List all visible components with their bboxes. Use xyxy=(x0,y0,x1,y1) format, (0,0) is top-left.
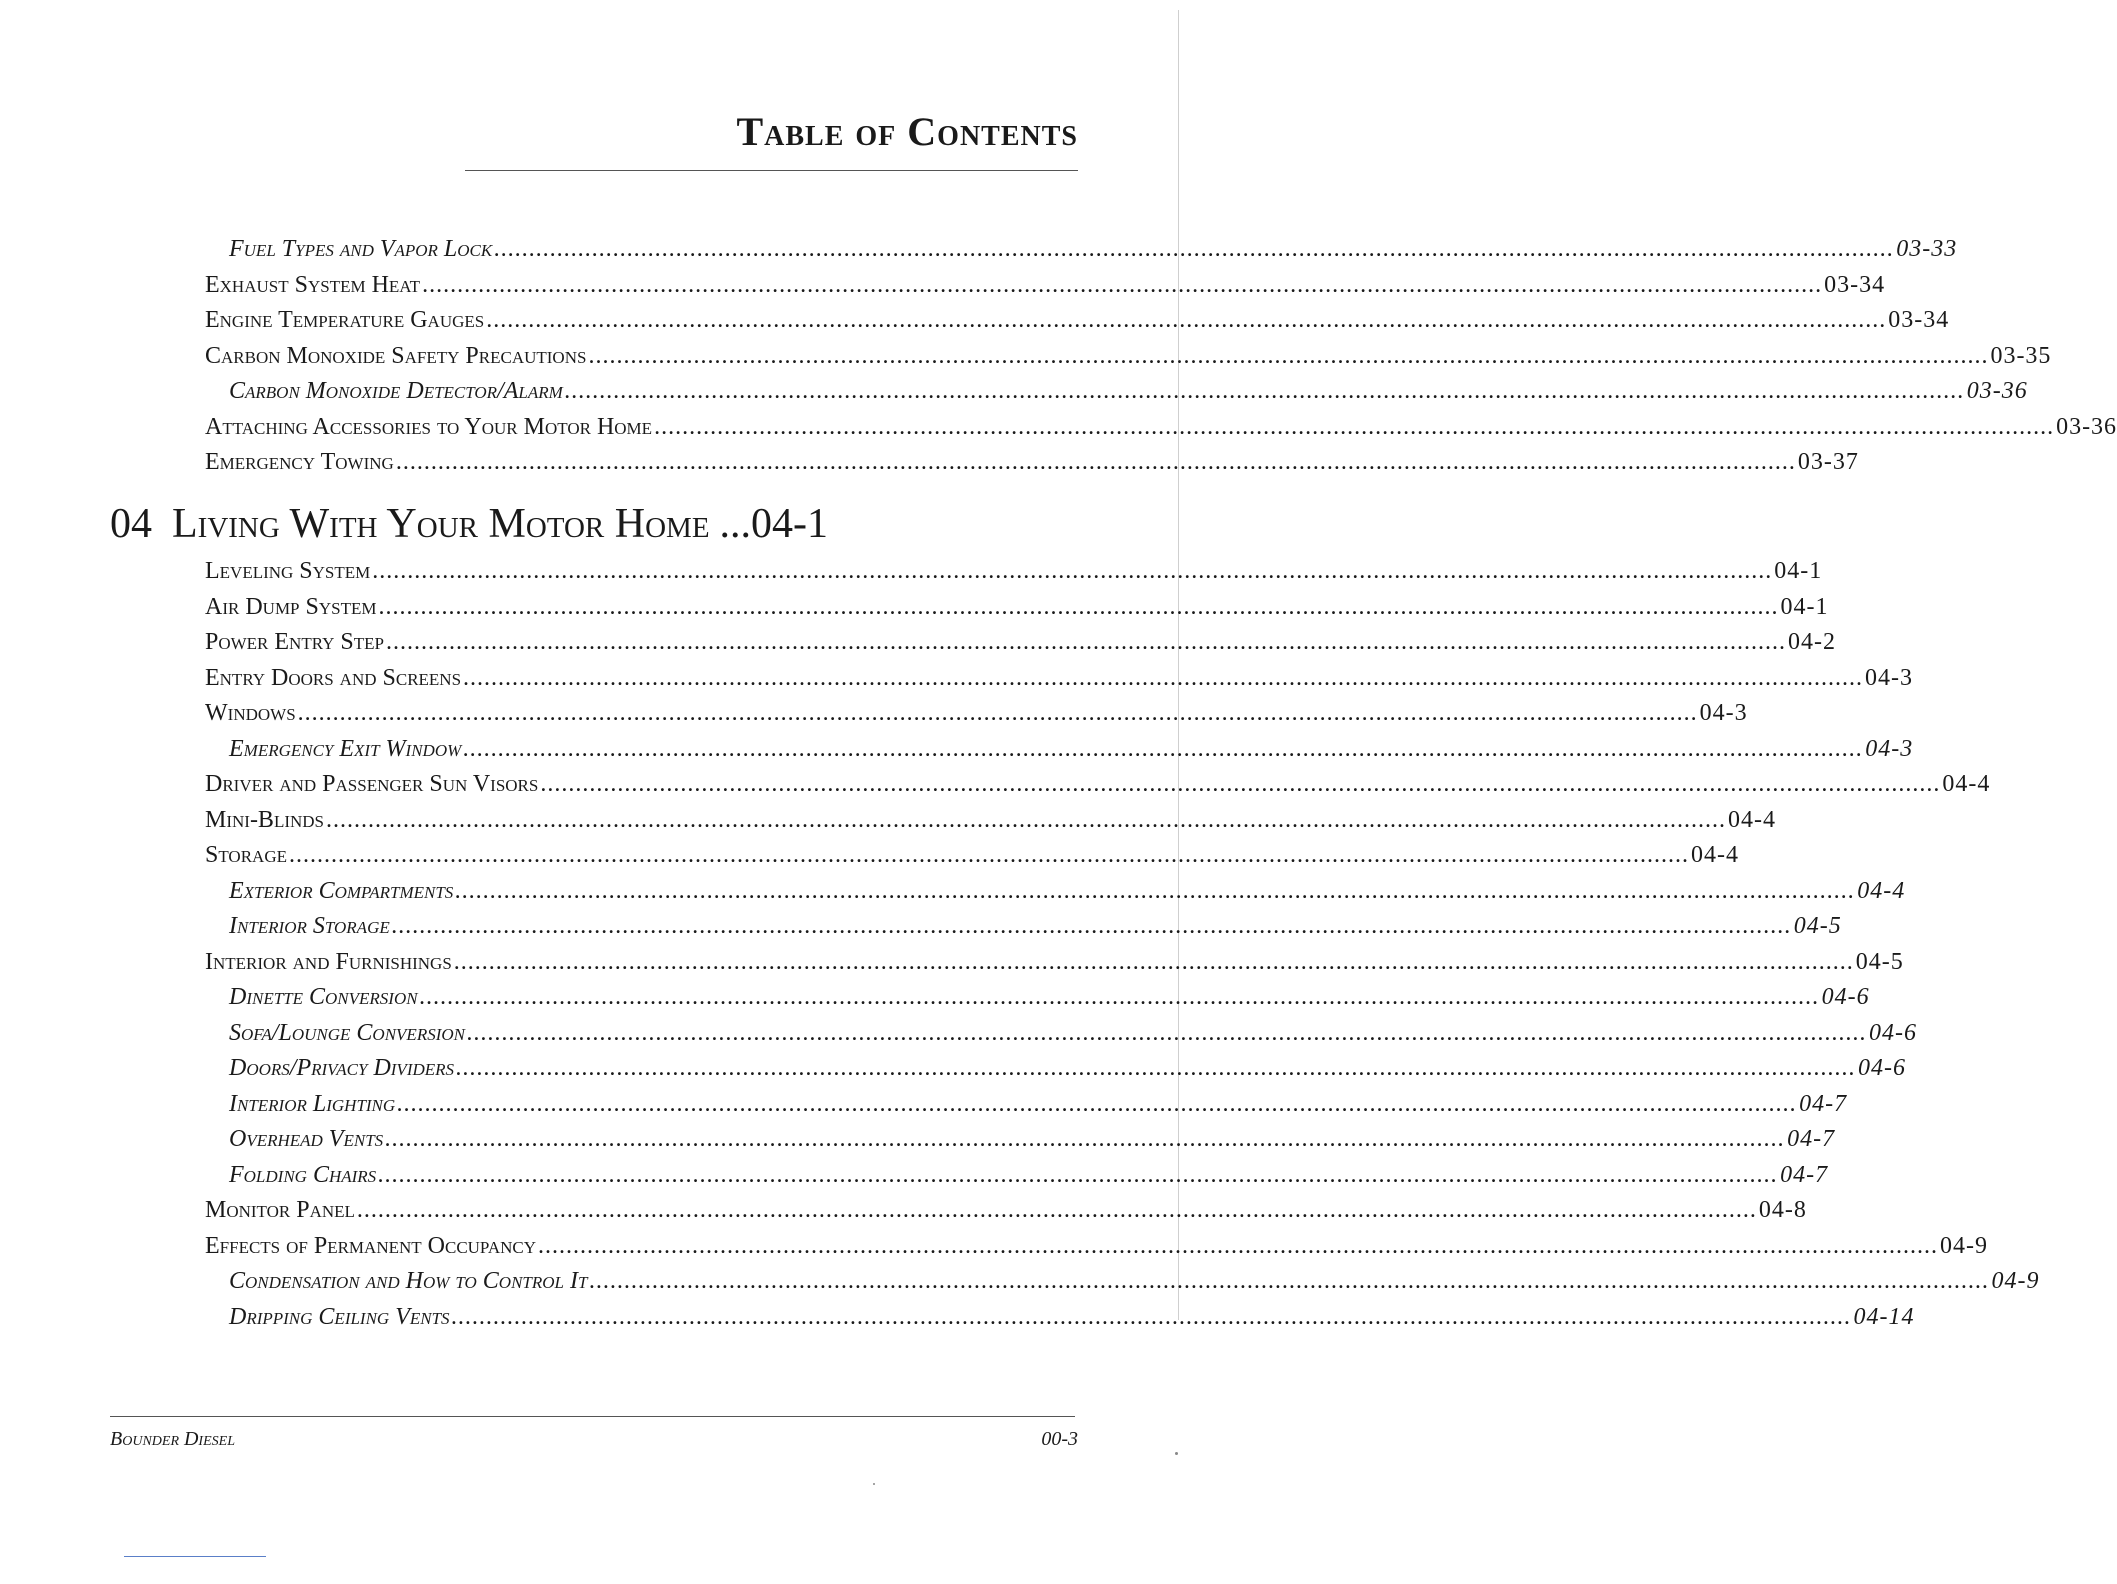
dot-leader: ........................................................................................................................................................................................................ xyxy=(297,700,1698,726)
toc-entry-page: 04-14 xyxy=(1853,1303,1915,1330)
toc-entry-label: Doors/Privacy Dividers xyxy=(229,1055,455,1081)
dot-leader: ........................................................................................................................................................................................................ xyxy=(422,271,1823,298)
toc-entry-label: Effects of Permanent Occupancy xyxy=(205,1232,536,1259)
bottom-link-underline xyxy=(124,1556,266,1557)
dot-leader: ........................................................................................................................................................................................................ xyxy=(654,413,2055,440)
toc-entry-page: 04-1 xyxy=(1780,593,1829,620)
dot-leader: ........................................................................................................................................................................................................ xyxy=(455,877,1856,904)
toc-entry-page: 04-3 xyxy=(1699,700,1748,726)
toc-entry-page: 04-3 xyxy=(1865,664,1914,691)
toc-entry-label: Carbon Monoxide Safety Precautions xyxy=(205,342,587,369)
toc-entry-page: 04-3 xyxy=(1865,735,1914,762)
toc-entry[interactable] xyxy=(205,874,1906,910)
dot-leader: ........................................................................................................................................................................................................ xyxy=(466,1019,1867,1046)
toc-entry-label: Emergency Towing xyxy=(205,449,394,475)
footer-rule xyxy=(110,1416,1075,1417)
toc-entry-label: Power Entry Step xyxy=(205,629,384,655)
toc-entry-label: Dripping Ceiling Vents xyxy=(229,1303,450,1330)
footer-manual-title: Bounder Diesel xyxy=(110,1428,235,1450)
toc-entry-page: 04-4 xyxy=(1857,877,1906,904)
dot-leader: ........................................................................................................................................................................................................ xyxy=(385,629,1786,655)
dot-leader: ........................................................................................................................................................................................................ xyxy=(540,771,1941,797)
toc-entry[interactable] xyxy=(205,1300,1915,1336)
toc-list-part2 xyxy=(205,554,2040,1335)
toc-entry-page: 04-8 xyxy=(1758,1197,1807,1223)
section-page-number: 04-1 xyxy=(751,501,829,547)
scan-speck xyxy=(873,1483,875,1485)
toc-entry[interactable] xyxy=(205,303,1950,339)
dot-leader: ........................................................................................................................................................................................................ xyxy=(589,1268,1990,1294)
toc-entry-label: Mini-Blinds xyxy=(205,806,324,833)
toc-entry-page: 03-36 xyxy=(1966,378,2028,404)
dot-leader: ........................................................................................................................................................................................................ xyxy=(397,1090,1798,1117)
section-heading[interactable] xyxy=(110,500,828,548)
title-rule xyxy=(465,170,1078,171)
toc-entry-label: Attaching Accessories to Your Motor Home xyxy=(205,413,653,440)
section-leader: ... xyxy=(719,501,752,547)
toc-entry-label: Folding Chairs xyxy=(229,1161,377,1188)
toc-entry-label: Interior and Furnishings xyxy=(205,948,452,975)
toc-entry-label: Windows xyxy=(205,700,296,726)
toc-entry-page: 04-4 xyxy=(1942,771,1991,797)
toc-entry[interactable] xyxy=(205,767,1991,803)
toc-entry-page: 04-6 xyxy=(1858,1055,1907,1081)
toc-entry[interactable] xyxy=(205,838,1739,874)
dot-leader: ........................................................................................................................................................................................................ xyxy=(451,1303,1852,1330)
toc-entry[interactable] xyxy=(205,554,1823,590)
toc-entry-label: Monitor Panel xyxy=(205,1197,355,1223)
toc-entry-label: Interior Lighting xyxy=(229,1090,396,1117)
toc-entry[interactable] xyxy=(205,1158,1829,1194)
toc-entry-label: Carbon Monoxide Detector/Alarm xyxy=(229,378,563,404)
toc-entry-label: Overhead Vents xyxy=(229,1126,384,1152)
toc-entry-page: 04-2 xyxy=(1787,629,1836,655)
dot-leader: ........................................................................................................................................................................................................ xyxy=(391,913,1792,939)
dot-leader: ........................................................................................................................................................................................................ xyxy=(463,735,1864,762)
toc-entry-page: 04-5 xyxy=(1855,948,1904,975)
toc-entry-page: 03-35 xyxy=(1990,342,2052,369)
dot-leader: ........................................................................................................................................................................................................ xyxy=(372,558,1773,584)
toc-entry-page: 04-4 xyxy=(1728,806,1776,833)
toc-entry-label: Driver and Passenger Sun Visors xyxy=(205,771,539,797)
toc-entry-page: 04-5 xyxy=(1793,913,1842,939)
toc-entry[interactable] xyxy=(205,339,2052,375)
dot-leader: ........................................................................................................................................................................................................ xyxy=(356,1197,1757,1223)
toc-entry-label: Air Dump System xyxy=(205,593,377,620)
toc-entry[interactable] xyxy=(205,803,1776,839)
dot-leader: ........................................................................................................................................................................................................ xyxy=(538,1232,1938,1259)
scan-speck xyxy=(1175,1452,1178,1455)
toc-entry[interactable] xyxy=(205,696,1748,732)
toc-entry-page: 03-33 xyxy=(1896,236,1958,262)
toc-entry[interactable] xyxy=(205,232,1958,268)
dot-leader: ........................................................................................................................................................................................................ xyxy=(288,842,1689,868)
toc-entry-page: 04-7 xyxy=(1787,1126,1836,1152)
section-number: 04 xyxy=(110,501,152,547)
toc-entry-page: 04-6 xyxy=(1868,1019,1917,1046)
section-title: Living With Your Motor Home xyxy=(172,501,710,547)
toc-entry[interactable] xyxy=(205,980,1870,1016)
toc-entry-label: Condensation and How to Control It xyxy=(229,1268,588,1294)
dot-leader: ........................................................................................................................................................................................................ xyxy=(486,307,1887,333)
toc-entry[interactable] xyxy=(205,1087,1848,1123)
toc-entry[interactable] xyxy=(205,1193,1807,1229)
toc-entry[interactable] xyxy=(205,1229,1988,1265)
toc-entry[interactable] xyxy=(205,1122,1836,1158)
toc-entry[interactable] xyxy=(205,1016,1917,1052)
toc-entry[interactable] xyxy=(205,945,1904,981)
toc-entry[interactable] xyxy=(205,1264,2040,1300)
dot-leader: ........................................................................................................................................................................................................ xyxy=(564,378,1965,404)
toc-entry-label: Engine Temperature Gauges xyxy=(205,307,485,333)
dot-leader: ........................................................................................................................................................................................................ xyxy=(463,664,1864,691)
toc-entry-label: Storage xyxy=(205,842,287,868)
dot-leader: ........................................................................................................................................................................................................ xyxy=(494,236,1895,262)
toc-entry-label: Emergency Exit Window xyxy=(229,735,462,762)
toc-entry-page: 04-6 xyxy=(1821,984,1870,1010)
toc-entry-page: 03-37 xyxy=(1797,449,1859,475)
toc-entry-label: Fuel Types and Vapor Lock xyxy=(229,236,493,262)
toc-entry-label: Exhaust System Heat xyxy=(205,271,421,298)
toc-entry-page: 03-34 xyxy=(1888,307,1950,333)
dot-leader: ........................................................................................................................................................................................................ xyxy=(453,948,1854,975)
toc-entry-page: 04-9 xyxy=(1991,1268,2040,1294)
dot-leader: ........................................................................................................................................................................................................ xyxy=(456,1055,1857,1081)
toc-list-part1 xyxy=(205,232,2117,481)
toc-entry-page: 04-7 xyxy=(1799,1090,1848,1117)
toc-entry[interactable] xyxy=(205,909,1842,945)
toc-entry-label: Exterior Compartments xyxy=(229,877,454,904)
toc-entry-label: Leveling System xyxy=(205,558,371,584)
toc-entry-label: Entry Doors and Screens xyxy=(205,664,462,691)
toc-entry[interactable] xyxy=(205,410,2117,446)
dot-leader: ........................................................................................................................................................................................................ xyxy=(419,984,1820,1010)
toc-entry-label: Dinette Conversion xyxy=(229,984,418,1010)
dot-leader: ........................................................................................................................................................................................................ xyxy=(378,593,1779,620)
toc-entry-page: 04-1 xyxy=(1774,558,1823,584)
dot-leader: ........................................................................................................................................................................................................ xyxy=(588,342,1989,369)
toc-entry-label: Interior Storage xyxy=(229,913,390,939)
toc-entry-page: 04-7 xyxy=(1780,1161,1829,1188)
toc-entry-page: 04-4 xyxy=(1690,842,1739,868)
dot-leader: ........................................................................................................................................................................................................ xyxy=(395,449,1796,475)
toc-entry[interactable] xyxy=(205,732,1914,768)
footer-page-number: 00-3 xyxy=(1041,1428,1078,1450)
toc-entry[interactable] xyxy=(205,1051,1907,1087)
toc-entry[interactable] xyxy=(205,590,1829,626)
page-title: Table of Contents xyxy=(736,109,1078,154)
toc-entry[interactable] xyxy=(205,374,2028,410)
toc-entry[interactable] xyxy=(205,625,1836,661)
toc-entry-page: 04-9 xyxy=(1940,1232,1988,1259)
toc-entry[interactable] xyxy=(205,445,1859,481)
toc-entry-label: Sofa/Lounge Conversion xyxy=(229,1019,465,1046)
toc-entry[interactable] xyxy=(205,268,1886,304)
toc-entry-page: 03-34 xyxy=(1824,271,1886,298)
dot-leader: ........................................................................................................................................................................................................ xyxy=(326,806,1726,833)
toc-entry[interactable] xyxy=(205,661,1914,697)
dot-leader: ........................................................................................................................................................................................................ xyxy=(385,1126,1786,1152)
toc-entry-page: 03-36 xyxy=(2056,413,2117,440)
dot-leader: ........................................................................................................................................................................................................ xyxy=(378,1161,1779,1188)
